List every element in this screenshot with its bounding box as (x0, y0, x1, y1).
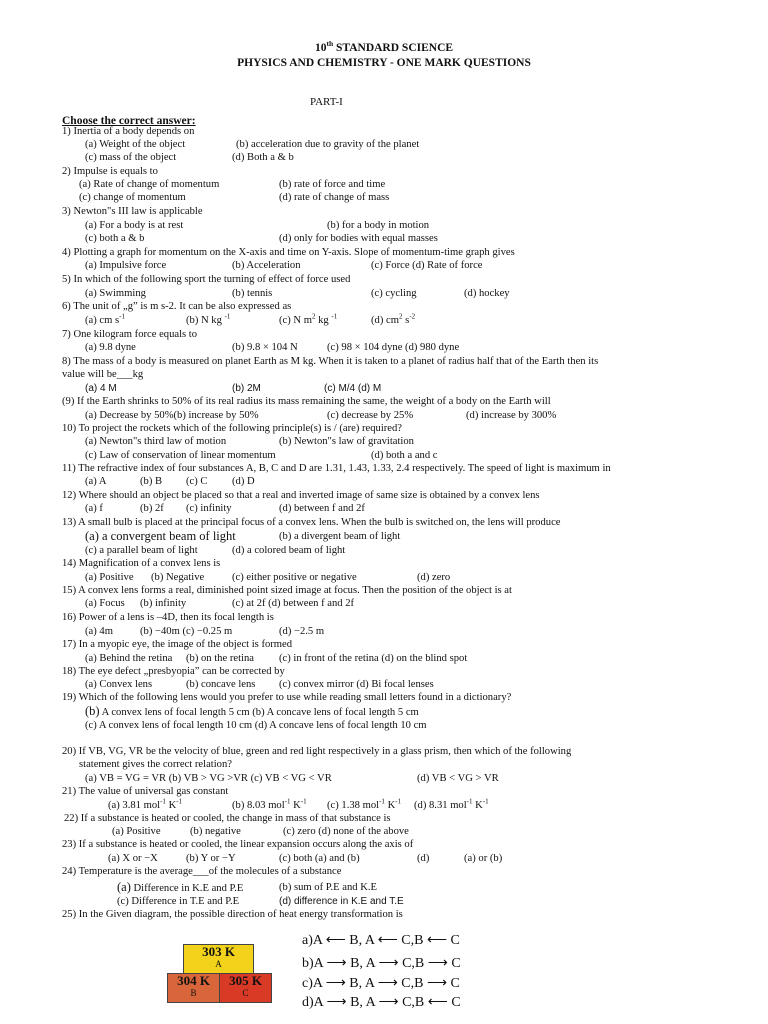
diagram-option-p2: C,B (402, 956, 425, 971)
option-a: (a) Weight of the object (85, 139, 186, 150)
option-b: (b) negative (190, 826, 241, 837)
question-stem: 13) A small bulb is placed at the principal focus of a convex lens. When the bulb is switched on, the lens will produce (62, 517, 561, 528)
question-stem: 18) The eye defect „presbyopia” can be corrected by (62, 666, 285, 677)
option-a: (a) Positive (85, 572, 134, 583)
question-stem: 10) To project the rockets which of the following principle(s) is / (are) required? (62, 423, 403, 434)
option-cd: (c) convex mirror (d) Bi focal lenses (279, 679, 434, 690)
question-stem: 17) In a myopic eye, the image of the object is formed (62, 639, 293, 650)
question-stem: 20) If VB, VG, VR be the velocity of blue, green and red light respectively in a glass prism, then which of the following (62, 746, 572, 757)
arrow-icon: ⟶ (374, 956, 403, 971)
option-cd: (c) Force (d) Rate of force (371, 260, 483, 271)
question-stem: 16) Power of a lens is –4D, then its focal length is (62, 612, 274, 623)
option-d: (d) between f and 2f (279, 503, 365, 514)
question-stem: (9) If the Earth shrinks to 50% of its real radius its mass remaining the same, the weight of a body on the Earth will (62, 396, 551, 407)
option-c: (c) C (186, 476, 208, 487)
option-c: (c) both a & b (85, 233, 145, 244)
arrow-icon: ⟶ (323, 956, 351, 971)
option-d: (d) a colored beam of light (232, 545, 346, 556)
option-a: (a) 3.81 mol$^{-1}$ $K^{-1}$ (108, 797, 183, 811)
question-stem-cont: statement gives the correct relation? (79, 759, 232, 770)
option-b: (b) 2f (140, 503, 164, 514)
arrow-icon: ⟶ (323, 995, 351, 1010)
option-a: (a) 4m (85, 626, 113, 637)
diagram-option-p1: B, A (350, 995, 375, 1010)
option-b: (b) Y or −Y (186, 853, 236, 864)
option-b: (b) infinity (140, 598, 187, 609)
arrow-icon: ⟵ (374, 933, 402, 948)
instruction-heading: Choose the correct answer: (62, 115, 196, 127)
option-c: (c) mass of the object (85, 152, 177, 163)
option-abc: (a) VB = VG = VR (b) VB > VG >VR (c) VB < VG < VR (85, 773, 332, 784)
option-c: (c) change of momentum (79, 192, 186, 203)
option-b: (b) 8.03 mol$^{-1}$ $K^{-1}$ (232, 797, 307, 811)
diagram-option-label: b)A (302, 956, 323, 971)
question-stem-cont: value will be___kg (62, 369, 144, 380)
diagram-option-label: d)A (302, 995, 323, 1010)
question-stem: 19) Which of the following lens would you prefer to use while reading small letters found in a dictionary? (62, 692, 512, 703)
diagram-option-p1: B, A (349, 933, 375, 948)
diagram-option-p3: C (450, 976, 460, 991)
option-b: (b) for a body in motion (327, 220, 430, 231)
option-b: (b) acceleration due to gravity of the planet (236, 139, 420, 150)
option-d: (d) VB < VG > VR (417, 773, 499, 784)
option-d: (d) only for bodies with equal masses (279, 233, 438, 244)
document-subtitle: PHYSICS AND CHEMISTRY - ONE MARK QUESTIONS (237, 57, 531, 69)
option-a: (a) Behind the retina (85, 653, 173, 664)
document-title: 10th STANDARD SCIENCE (314, 39, 454, 54)
diagram-option-label: a)A (302, 933, 323, 948)
question-stem: 23) If a substance is heated or cooled, the linear expansion occurs along the axis of (62, 839, 414, 850)
block-c-305k: 305 K C (219, 973, 272, 1003)
option-d: (d) both a and c (371, 450, 438, 461)
question-stem: 11) The refractive index of four substances A, B, C and D are 1.31, 1.43, 1.33, 2.4 respectively. The speed of light is maximum in (62, 463, 611, 474)
question-stem: 25) In the Given diagram, the possible direction of heat energy transformation is (62, 909, 403, 920)
diagram-option-row (302, 933, 460, 949)
question-stem: 8) The mass of a body is measured on planet Earth as M kg. When it is taken to a planet of radius half that of the Earth then its (62, 356, 599, 367)
arrow-icon: ⟵ (423, 933, 451, 948)
question-stem: 6) The unit of „g” is m s-2. It can be also expressed as (62, 301, 292, 312)
option-b: (b) a divergent beam of light (279, 531, 401, 542)
question-stem: 15) A convex lens forms a real, diminished point sized image at focus. Then the position of the object is at (62, 585, 512, 596)
option-bc: (b) −40m (c) −0.25 m (140, 626, 233, 637)
option-b: (b) B (140, 476, 163, 487)
option-a: (a) Focus (85, 598, 125, 609)
option-c: (c) N $m^2$ kg $^{-1}$ (279, 312, 338, 326)
option-d: (d) Both a & b (232, 152, 294, 163)
question-stem: 3) Newton"s III law is applicable (62, 206, 203, 217)
option-b: (b) sum of P.E and K.E (279, 882, 377, 893)
option-a: (a) f (85, 503, 103, 514)
option-a: (a) cm $s^{-1}$ (85, 312, 125, 326)
diagram-option-row (302, 976, 460, 992)
option-a: (a) Positive (112, 826, 161, 837)
option-c: (c) either positive or negative (232, 572, 357, 583)
option-b: (b) 9.8 × 104 N (232, 342, 298, 353)
option-d: (d) $cm^2$ $s^{-2}$ (371, 312, 416, 326)
arrow-icon: ⟶ (424, 956, 452, 971)
diagram-option-p2: C,B (401, 976, 424, 991)
diagram-option-p1: B, A (350, 956, 375, 971)
diagram-option-row (302, 956, 461, 972)
block-b-304k: 304 K B (167, 973, 220, 1003)
option-b: (b) Negative (151, 572, 205, 583)
option-b: (b) rate of force and time (279, 179, 386, 190)
question-stem: 2) Impulse is equals to (62, 166, 158, 177)
arrow-icon: ⟶ (374, 976, 402, 991)
option-cd: (c) M/4 (d) M (324, 383, 382, 394)
block-a-303k: 303 K A (183, 944, 254, 974)
option-e: (a) or (b) (464, 853, 503, 864)
option-b: (b) 2M (232, 383, 261, 394)
option-a: (a) A (85, 476, 107, 487)
option-b: (b) Acceleration (232, 260, 301, 271)
option-c: (c) decrease by 25% (327, 410, 414, 421)
option-d: (d) −2.5 m (279, 626, 325, 637)
arrow-icon: ⟶ (322, 976, 350, 991)
question-stem: 12) Where should an object be placed so that a real and inverted image of same size is obtained by a convex lens (62, 490, 540, 501)
option-a: (a) For a body is at rest (85, 220, 184, 231)
option-c: (c) Law of conservation of linear momentum (85, 450, 276, 461)
option-a: (a) Difference in K.E and P.E (117, 880, 244, 894)
option-b: (b) N kg $^{-1}$ (186, 312, 231, 326)
arrow-icon: ⟶ (374, 995, 403, 1010)
option-a: (a) Newton"s third law of motion (85, 436, 227, 447)
option-a: (a) Impulsive force (85, 260, 167, 271)
diagram-option-p1: B, A (349, 976, 375, 991)
option-b: (b) Newton"s law of gravitation (279, 436, 414, 447)
question-stem: 7) One kilogram force equals to (62, 329, 198, 340)
option-ab: (a) Decrease by 50%(b) increase by 50% (85, 410, 259, 421)
diagram-option-p3: C (450, 933, 460, 948)
option-d: (d) increase by 300% (466, 410, 557, 421)
option-b: (b) tennis (232, 288, 273, 299)
option-cd: (c) at 2f (d) between f and 2f (232, 598, 355, 609)
diagram-option-row (302, 995, 461, 1011)
diagram-option-p3: C (451, 995, 461, 1010)
arrow-icon: ⟶ (423, 976, 451, 991)
part-heading: PART-I (310, 96, 343, 108)
question-stem: 22) If a substance is heated or cooled, the change in mass of that substance is (64, 813, 391, 824)
option-c: (c) a parallel beam of light (85, 545, 198, 556)
arrow-icon: ⟵ (424, 995, 452, 1010)
option-d: (d) D (232, 476, 255, 487)
option-cd: (c) in front of the retina (d) on the blind spot (279, 653, 468, 664)
diagram-option-p3: C (451, 956, 461, 971)
option-a: (a) 4 M (85, 383, 117, 394)
diagram-option-label: c)A (302, 976, 323, 991)
option-a: (a) Rate of change of momentum (79, 179, 220, 190)
arrow-icon: ⟵ (322, 933, 350, 948)
option-a: (a) X or −X (108, 853, 158, 864)
option-a: (a) Convex lens (85, 679, 153, 690)
option-c: (c) 1.38 mol$^{-1}$ $K^{-1}$ (327, 797, 402, 811)
option-cd: (c) A convex lens of focal length 10 cm (d) A concave lens of focal length 10 cm (85, 720, 427, 731)
option-b: (b) on the retina (186, 653, 254, 664)
option-a: (a) 9.8 dyne (85, 342, 136, 353)
option-d: (d) (417, 853, 430, 864)
option-ab: (b) A convex lens of focal length 5 cm (b) A concave lens of focal length 5 cm (85, 704, 419, 718)
option-cd: (c) 98 × 104 dyne (d) 980 dyne (327, 342, 460, 353)
diagram-option-p2: C,B (402, 995, 425, 1010)
option-c: (c) Difference in T.E and P.E (117, 896, 240, 907)
question-stem: 14) Magnification of a convex lens is (62, 558, 221, 569)
option-c: (c) infinity (186, 503, 232, 514)
option-c: (c) both (a) and (b) (279, 853, 360, 864)
question-stem: 1) Inertia of a body depends on (62, 126, 195, 137)
question-stem: 4) Plotting a graph for momentum on the X-axis and time on Y-axis. Slope of momentum-time graph gives (62, 247, 515, 258)
option-d: (d) 8.31 mol$^{-1}$ $K^{-1}$ (414, 797, 489, 811)
option-d: (d) zero (417, 572, 451, 583)
option-d: (d) rate of change of mass (279, 192, 390, 203)
option-a: (a) Swimming (85, 288, 146, 299)
diagram-option-p2: C,B (401, 933, 424, 948)
question-stem: 21) The value of universal gas constant (62, 786, 229, 797)
option-b: (b) concave lens (186, 679, 256, 690)
option-cd: (c) zero (d) none of the above (283, 826, 409, 837)
option-d: (d) difference in K.E and T.E (279, 896, 404, 907)
question-stem: 24) Temperature is the average___of the molecules of a substance (62, 866, 342, 877)
option-a: (a) a convergent beam of light (85, 529, 236, 543)
option-c: (c) cycling (371, 288, 417, 299)
option-d: (d) hockey (464, 288, 510, 299)
question-stem: 5) In which of the following sport the turning of effect of force used (62, 274, 351, 285)
